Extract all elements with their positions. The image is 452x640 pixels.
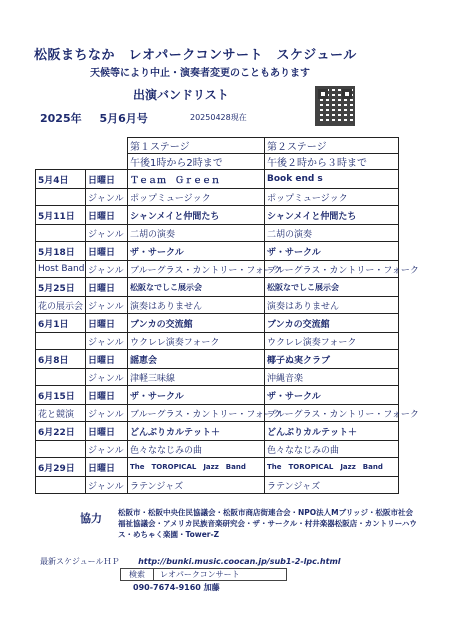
day-cell: 日曜日 <box>86 242 128 261</box>
header-blank <box>86 154 128 170</box>
schedule-row <box>36 458 399 477</box>
genre-row <box>36 477 399 494</box>
stage1-act-cell: ブンカの交流館 <box>128 314 265 333</box>
genre-label-cell: ジャンル <box>86 297 128 314</box>
date-cell: 6月8日 <box>36 350 86 369</box>
stage1-name: 第１ステージ <box>128 138 265 154</box>
genre-label-cell: ジャンル <box>86 189 128 206</box>
genre-row <box>36 333 399 350</box>
search-query: レオパークコンサート <box>160 570 240 579</box>
qr-code-icon <box>315 86 355 126</box>
genre-label-cell: ジャンル <box>86 477 128 494</box>
page-title: 松阪まちなか レオパークコンサート スケジュール <box>34 48 357 63</box>
header-blank <box>36 138 86 154</box>
genre-row <box>36 297 399 314</box>
website-url[interactable]: http://bunki.music.coocan.jp/sub1-2-lpc.html <box>138 557 341 566</box>
genre-label-cell: ジャンル <box>86 441 128 458</box>
stage1-genre-cell: ウクレレ演奏フォーク <box>128 333 265 350</box>
header-blank <box>86 138 128 154</box>
genre-label-cell: ジャンル <box>86 261 128 278</box>
sub-label-cell <box>36 441 86 458</box>
genre-row <box>36 441 399 458</box>
day-cell: 日曜日 <box>86 350 128 369</box>
day-cell: 日曜日 <box>86 170 128 189</box>
date-cell: 6月1日 <box>36 314 86 333</box>
stage1-genre-cell: ラテンジャズ <box>128 477 265 494</box>
stage1-act-cell: ザ・サークル <box>128 242 265 261</box>
stage2-act-cell: どんぶりカルテット＋ <box>265 422 399 441</box>
stage2-genre-cell: ブルーグラス・カントリー・フォーク <box>265 405 399 422</box>
schedule-row <box>36 422 399 441</box>
stage2-act-cell: ブンカの交流館 <box>265 314 399 333</box>
date-cell: 6月29日 <box>36 458 86 477</box>
website-line <box>40 556 341 567</box>
day-cell: 日曜日 <box>86 206 128 225</box>
notice-subtitle: 天候等により中止・演奏者変更のこともあります <box>90 68 310 79</box>
stage2-genre-cell: ブルーグラス・カントリー・フォーク <box>265 261 399 278</box>
cooperation-text: 松阪市・松阪中央住民協議会・松阪市商店街連合会・NPO法人Mブリッジ・松阪市社会福祉協議会・アメリカ民族音楽研究会・ザ・サークル・村井楽器松阪店・カントリーハウス・めちゃく楽園・Tower-Z <box>118 508 417 539</box>
stage2-act-cell: The TOROPICAL Jazz Band <box>265 458 399 477</box>
genre-row <box>36 369 399 386</box>
genre-label-cell: ジャンル <box>86 369 128 386</box>
stage2-genre-cell: 沖縄音楽 <box>265 369 399 386</box>
schedule-row <box>36 350 399 369</box>
sub-label-cell: 花の展示会 <box>36 297 86 314</box>
date-cell: 5月25日 <box>36 278 86 297</box>
contact-phone: 090-7674-9160 加藤 <box>133 583 220 592</box>
search-box <box>120 568 287 581</box>
sub-label-cell <box>36 225 86 242</box>
date-cell: 5月4日 <box>36 170 86 189</box>
genre-row <box>36 261 399 278</box>
schedule-row <box>36 242 399 261</box>
genre-row <box>36 189 399 206</box>
stage2-act-cell: 椰子ぬ実クラブ <box>265 350 399 369</box>
issue-label <box>40 110 148 126</box>
day-cell: 日曜日 <box>86 422 128 441</box>
schedule-table <box>35 137 419 494</box>
issue-months: 5月6月号 <box>99 112 148 125</box>
stage2-genre-cell: ウクレレ演奏フォーク <box>265 333 399 350</box>
date-cell: 6月22日 <box>36 422 86 441</box>
stage1-act-cell: ザ・サークル <box>128 386 265 405</box>
genre-row <box>36 225 399 242</box>
sub-label-cell: Host Band <box>36 261 86 278</box>
as-of-date: 20250428現在 <box>190 113 247 122</box>
date-cell: 5月11日 <box>36 206 86 225</box>
day-cell: 日曜日 <box>86 386 128 405</box>
stage1-genre-cell: 演奏はありません <box>128 297 265 314</box>
stage1-genre-cell: 色々ななじみの曲 <box>128 441 265 458</box>
stage1-act-cell: シャンメイと仲間たち <box>128 206 265 225</box>
stage2-genre-cell: ラテンジャズ <box>265 477 399 494</box>
band-list-heading: 出演バンドリスト <box>133 88 229 102</box>
genre-label-cell: ジャンル <box>86 225 128 242</box>
date-cell: 5月18日 <box>36 242 86 261</box>
stage2-genre-cell: 演奏はありません <box>265 297 399 314</box>
stage-name-row <box>36 138 399 154</box>
sub-label-cell <box>36 189 86 206</box>
sub-label-cell <box>36 477 86 494</box>
stage2-name: 第２ステージ <box>265 138 399 154</box>
stage1-genre-cell: ポップミュージック <box>128 189 265 206</box>
stage-time-row <box>36 154 399 170</box>
stage1-time: 午後1時から2時まで <box>128 154 265 170</box>
day-cell: 日曜日 <box>86 314 128 333</box>
schedule-row <box>36 386 399 405</box>
stage1-genre-cell: 津軽三味線 <box>128 369 265 386</box>
stage2-act-cell: Book end s <box>265 170 399 189</box>
date-cell: 6月15日 <box>36 386 86 405</box>
stage1-genre-cell: ブルーグラス・カントリー・フォーク <box>128 261 265 278</box>
sub-label-cell: 花と競演 <box>36 405 86 422</box>
stage1-act-cell: Ｔｅａｍ Ｇｒｅｅｎ <box>128 170 265 189</box>
genre-row <box>36 405 399 422</box>
cooperation-label: 協力 <box>80 512 102 525</box>
stage2-genre-cell: 二胡の演奏 <box>265 225 399 242</box>
day-cell: 日曜日 <box>86 278 128 297</box>
stage1-act-cell: どんぶりカルテット＋ <box>128 422 265 441</box>
schedule-row <box>36 206 399 225</box>
stage2-genre-cell: ポップミュージック <box>265 189 399 206</box>
stage2-act-cell: シャンメイと仲間たち <box>265 206 399 225</box>
stage2-act-cell: ザ・サークル <box>265 242 399 261</box>
stage2-act-cell: 松阪なでしこ展示会 <box>265 278 399 297</box>
stage2-genre-cell: 色々ななじみの曲 <box>265 441 399 458</box>
search-label: 検索 <box>121 569 154 580</box>
stage1-act-cell: 松阪なでしこ展示会 <box>128 278 265 297</box>
sub-label-cell <box>36 333 86 350</box>
stage1-act-cell: The TOROPICAL Jazz Band <box>128 458 265 477</box>
sub-label-cell <box>36 369 86 386</box>
stage1-genre-cell: 二胡の演奏 <box>128 225 265 242</box>
schedule-row <box>36 278 399 297</box>
stage1-genre-cell: ブルーグラス・カントリー・フォーク <box>128 405 265 422</box>
website-label: 最新スケジュールＨＰ <box>40 557 120 566</box>
stage1-act-cell: 謡恵会 <box>128 350 265 369</box>
schedule-row <box>36 170 399 189</box>
stage2-time: 午後２時から３時まで <box>265 154 399 170</box>
schedule-row <box>36 314 399 333</box>
genre-label-cell: ジャンル <box>86 405 128 422</box>
day-cell: 日曜日 <box>86 458 128 477</box>
issue-year: 2025年 <box>40 112 82 125</box>
header-blank <box>36 154 86 170</box>
genre-label-cell: ジャンル <box>86 333 128 350</box>
stage2-act-cell: ザ・サークル <box>265 386 399 405</box>
